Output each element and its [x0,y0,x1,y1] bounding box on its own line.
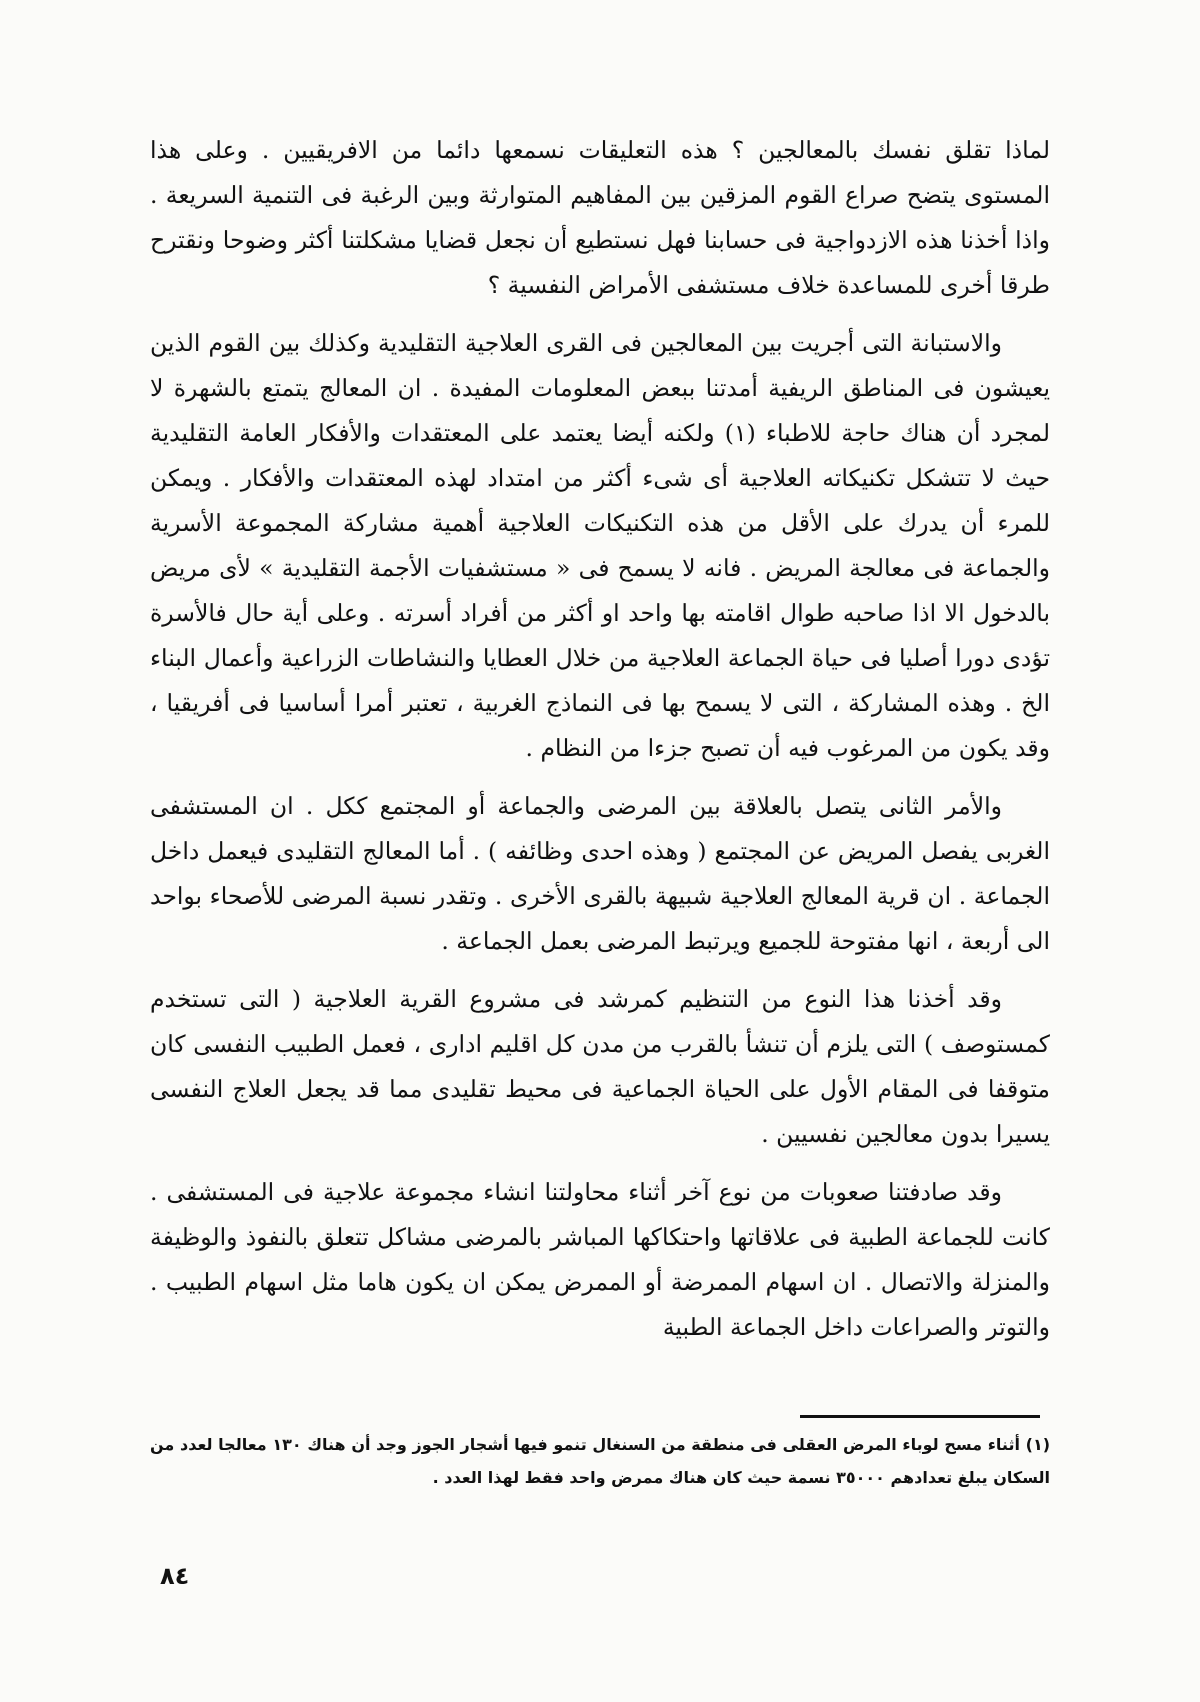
footnote-separator [800,1415,1040,1418]
body-text [150,128,1050,1363]
paragraph-3: والأمر الثانى يتصل بالعلاقة بين المرضى والجماعة أو المجتمع ككل . ان المستشفى الغربى يفصل المريض عن المجتمع ( وهذه احدى وظائفه ) . أما المعالج التقليدى فيعمل داخل الجماعة . ان قرية المعالج العلاجية شبيهة بالقرى الأخرى . وتقدر نسبة المرضى للأصحاء بواحد الى أربعة ، انها مفتوحة للجميع ويرتبط المرضى بعمل الجماعة . [150,792,1050,955]
paragraph-1: لماذا تقلق نفسك بالمعالجين ؟ هذه التعليقات نسمعها دائما من الافريقيين . وعلى هذا المستوى يتضح صراع القوم المزقين بين المفاهيم المتوارثة وبين الرغبة فى التنمية السريعة . واذا أخذنا هذه الازدواجية فى حسابنا فهل نستطيع أن نجعل قضايا مشكلتنا أكثر وضوحا ونقترح طرقا أخرى للمساعدة خلاف مستشفى الأمراض النفسية ؟ [150,136,1050,299]
paragraph-5: وقد صادفتنا صعوبات من نوع آخر أثناء محاولتنا انشاء مجموعة علاجية فى المستشفى . كانت للجماعة الطبية فى علاقاتها واحتكاكها المباشر بالمرضى مشاكل تتعلق بالنفوذ والوظيفة والمنزلة والاتصال . ان اسهام الممرضة أو الممرض يمكن ان يكون هاما مثل اسهام الطبيب . والتوتر والصراعات داخل الجماعة الطبية [150,1178,1050,1341]
paragraph-4: وقد أخذنا هذا النوع من التنظيم كمرشد فى مشروع القرية العلاجية ( التى تستخدم كمستوصف ) التى يلزم أن تنشأ بالقرب من مدن كل اقليم ادارى ، فعمل الطبيب النفسى كان متوقفا فى المقام الأول على الحياة الجماعية فى محيط تقليدى مما قد يجعل العلاج النفسى يسيرا بدون معالجين نفسيين . [150,985,1050,1148]
page-number: ٨٤ [160,1562,190,1590]
footnote: (١) أثناء مسح لوباء المرض العقلى فى منطقة من السنغال تنمو فيها أشجار الجوز وجد أن هناك ١٣٠ معالجا لعدد من السكان يبلغ تعدادهم ٣٥٠٠٠ نسمة حيث كان هناك ممرض واحد فقط لهذا العدد . [150,1435,1051,1487]
paragraph-2: والاستبانة التى أجريت بين المعالجين فى القرى العلاجية التقليدية وكذلك بين القوم الذين يعيشون فى المناطق الريفية أمدتنا ببعض المعلومات المفيدة . ان المعالج يتمتع بالشهرة لا لمجرد أن هناك حاجة للاطباء (١) ولكنه أيضا يعتمد على المعتقدات والأفكار العامة التقليدية حيث لا تتشكل تكنيكاته العلاجية أى شىء أكثر من امتداد لهذه المعتقدات والأفكار . ويمكن للمرء أن يدرك على الأقل من هذه التكنيكات العلاجية أهمية مشاركة المجموعة الأسرية والجماعة فى معالجة المريض . فانه لا يسمح فى « مستشفيات الأجمة التقليدية » لأى مريض بالدخول الا اذا صاحبه طوال اقامته بها واحد او أكثر من أفراد أسرته . وعلى أية حال فالأسرة تؤدى دورا أصليا فى حياة الجماعة العلاجية من خلال العطايا والنشاطات الزراعية وأعمال البناء الخ . وهذه المشاركة ، التى لا يسمح بها فى النماذج الغربية ، تعتبر أمرا أساسيا فى أفريقيا ، وقد يكون من المرغوب فيه أن تصبح جزءا من النظام . [150,329,1050,762]
